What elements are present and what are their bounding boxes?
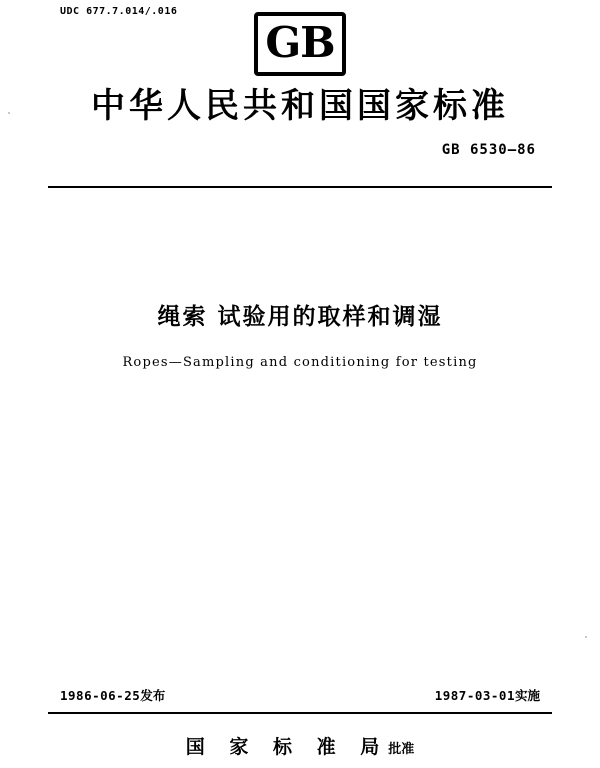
gb-emblem-label: GB	[265, 18, 335, 67]
national-standard-title: 中华人民共和国国家标准	[91, 86, 509, 126]
scan-speckle	[585, 636, 587, 638]
effective-date	[435, 686, 540, 704]
issue-date-value: 1986-06-25	[60, 688, 141, 703]
standard-number: GB 6530—86	[441, 142, 536, 158]
scan-speckle	[8, 112, 10, 114]
issue-date-label: 发布	[140, 688, 166, 703]
document-title-english: Ropes—Sampling and conditioning for testing	[122, 355, 478, 370]
issue-date	[60, 686, 165, 704]
publisher-line	[0, 732, 600, 759]
effective-date-value: 1987-03-01	[434, 688, 515, 703]
document-title-chinese: 绳索 试验用的取样和调湿	[157, 304, 443, 330]
gb-emblem	[254, 12, 346, 76]
divider-top	[48, 186, 552, 188]
effective-date-label: 实施	[514, 688, 540, 703]
approval-label: 批准	[388, 742, 415, 757]
publisher-name: 国 家 标 准 局	[185, 736, 389, 758]
divider-bottom	[48, 712, 552, 714]
udc-classification: UDC 677.7.014/.016	[60, 6, 178, 17]
